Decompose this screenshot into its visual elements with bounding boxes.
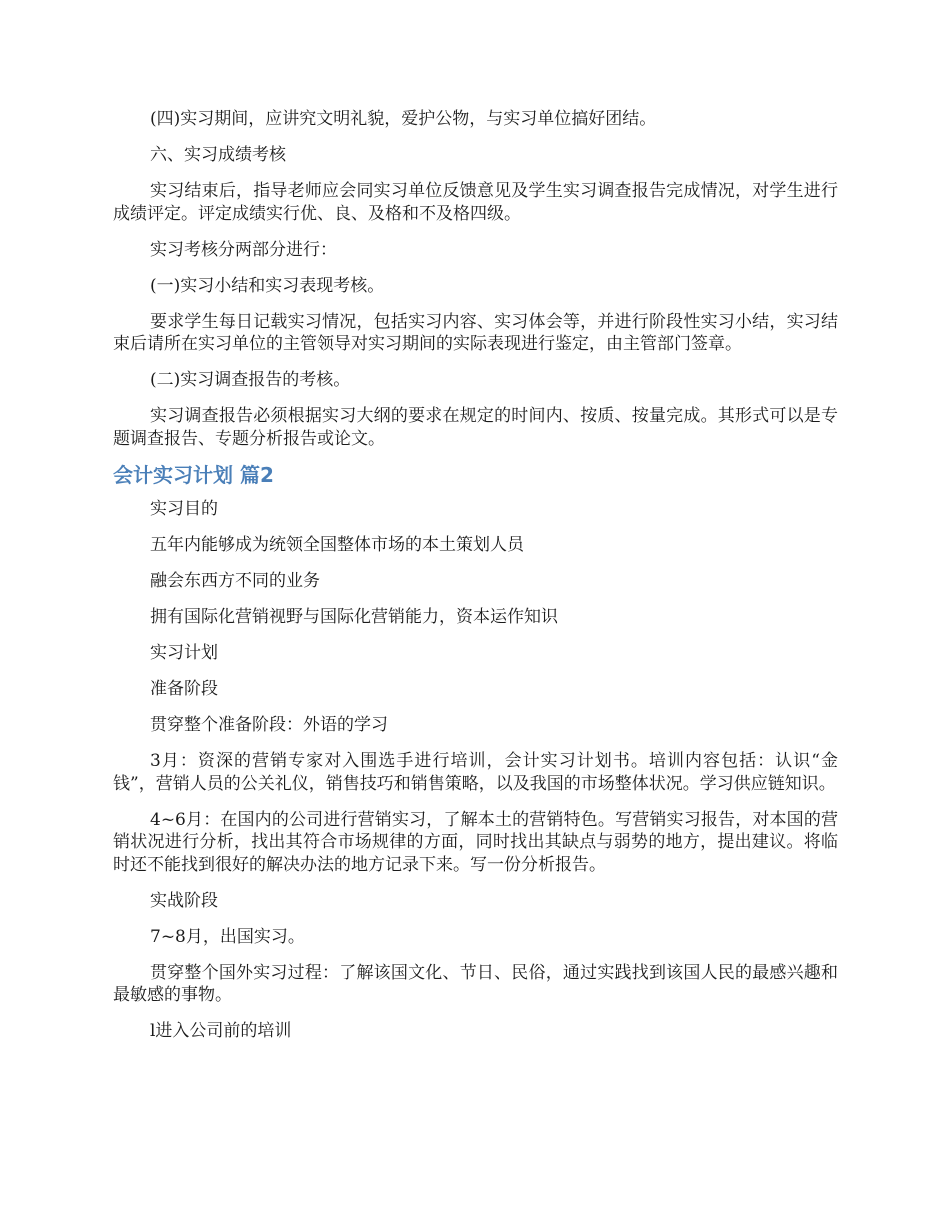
paragraph: 贯穿整个准备阶段：外语的学习: [150, 715, 388, 735]
paragraph: 4~6月：在国内的公司进行营销实习，了解本土的营销特色。写营销实习报告，对本国的营销状况进行分析，找出其符合市场规律的方面，同时找出其缺点与弱势的地方，提出建议。将临时还不能找到很好的解决办法的地方记录下来。写一份分析报告。: [113, 809, 838, 875]
paragraph: l进入公司前的培训: [150, 1021, 292, 1041]
document-page: [113, 108, 838, 1043]
paragraph: 实习目的: [150, 499, 218, 519]
paragraph: 7~8月，出国实习。: [150, 926, 305, 947]
subsection-title: (二)实习调查报告的考核。: [150, 370, 351, 390]
paragraph: 融会东西方不同的业务: [150, 571, 320, 591]
paragraph: 贯穿整个国外实习过程：了解该国文化、节日、民俗，通过实践找到该国人民的最感兴趣和最敏感的事物。: [113, 962, 838, 1005]
paragraph: 实习考核分两部分进行：: [150, 239, 337, 260]
section-heading: 会计实习计划 篇2: [113, 463, 274, 487]
paragraph: 实习计划: [150, 643, 218, 663]
paragraph: 五年内能够成为统领全国整体市场的本土策划人员: [150, 535, 524, 555]
paragraph: 准备阶段: [150, 679, 218, 699]
paragraph: 3月：资深的营销专家对入围选手进行培训，会计实习计划书。培训内容包括：认识“金钱”，营销人员的公关礼仪，销售技巧和销售策略，以及我国的市场整体状况。学习供应链知识。: [113, 751, 838, 794]
paragraph: 要求学生每日记载实习情况，包括实习内容、实习体会等，并进行阶段性实习小结，实习结束后请所在实习单位的主管领导对实习期间的实际表现进行鉴定，由主管部门签章。: [113, 311, 838, 354]
section-title-grading: 六、实习成绩考核: [150, 145, 286, 165]
paragraph: 实习调查报告必须根据实习大纲的要求在规定的时间内、按质、按量完成。其形式可以是专题调查报告、专题分析报告或论文。: [113, 406, 838, 449]
paragraph: 实习结束后，指导老师应会同实习单位反馈意见及学生实习调查报告完成情况，对学生进行成绩评定。评定成绩实行优、良、及格和不及格四级。: [113, 181, 838, 224]
paragraph: 实战阶段: [150, 890, 218, 911]
paragraph: (四)实习期间，应讲究文明礼貌，爱护公物，与实习单位搞好团结。: [150, 109, 657, 129]
subsection-title: (一)实习小结和实习表现考核。: [150, 275, 385, 296]
paragraph: 拥有国际化营销视野与国际化营销能力，资本运作知识: [150, 607, 558, 627]
